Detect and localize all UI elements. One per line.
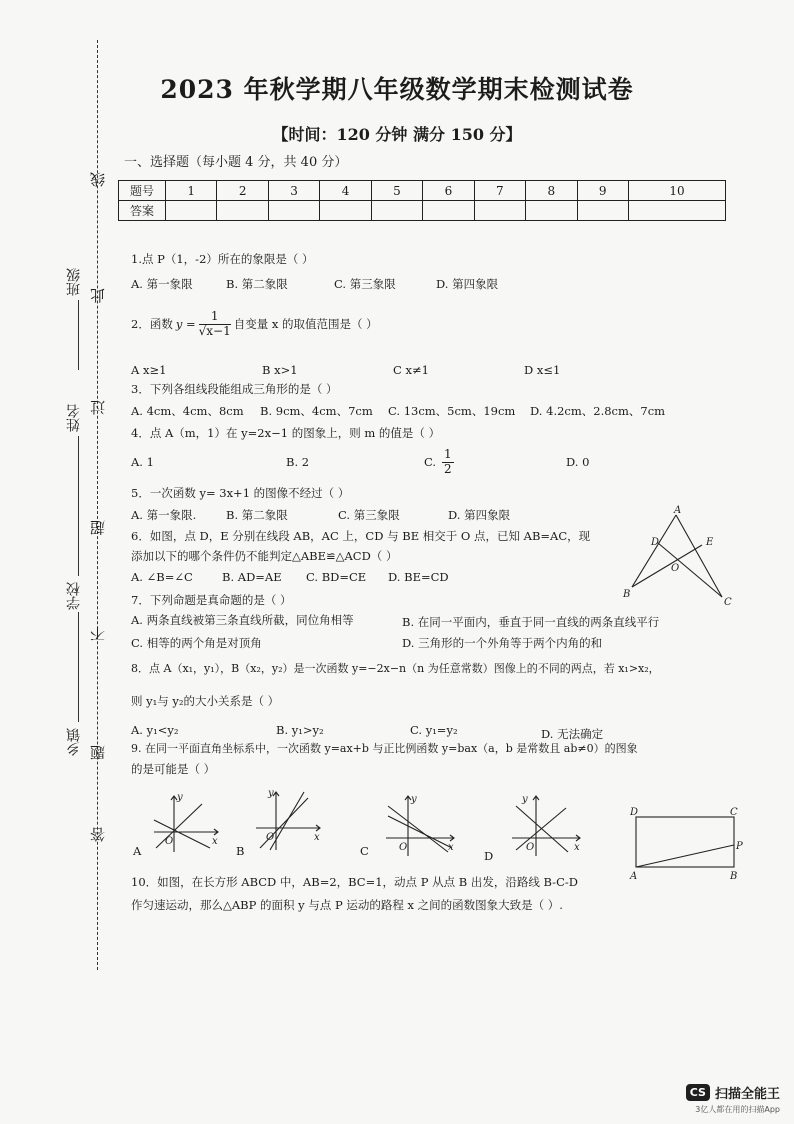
q6-triangle-figure [620,505,735,608]
q5-option-a: A. 第一象限. [131,508,197,522]
q10-label-p: P [736,841,743,852]
q9-c-y-label: y [411,794,417,805]
q2-prefix: 2．函数 [131,316,173,331]
q8-option-c: C. y₁=y₂ [410,723,458,737]
q4-option-c-fraction [442,448,454,477]
binding-word-7: 答 [89,827,107,842]
table-row [119,181,726,201]
q2-y-eq: y = [175,316,196,331]
q3-option-c: C. 13cm、5cm、19cm [388,404,516,418]
q4-option-a: A. 1 [131,455,154,469]
answer-table [118,180,726,221]
table-cell: 4 [320,181,371,201]
binding-word-5: 不 [89,626,107,641]
q4-option-d: D. 0 [566,455,590,469]
answer-cell[interactable] [628,201,725,221]
binding-word-6: 题 [89,745,107,760]
q9-letter-d: D [484,849,494,863]
q4-denominator: 2 [444,461,452,476]
q4-option-c [424,448,454,477]
q3-option-b: B. 9cm、4cm、7cm [260,404,373,418]
table-cell: 1 [166,181,217,201]
q8-option-a: A. y₁<y₂ [131,723,179,737]
q2-suffix: 自变量 x 的取值范围是（ ） [233,316,378,331]
field-name: 姓名 [66,404,82,432]
q9-b-origin: O [266,832,275,843]
q9-stem-line1: 9. 在同一平面直角坐标系中，一次函数 y=ax+b 与正比例函数 y=bax（a，b 是常数且 ab≠0）的图象 [131,742,638,755]
field-name-line [78,436,79,576]
q9-graph-d [508,792,588,857]
q7-option-c: C. 相等的两个角是对顶角 [131,636,262,650]
q2-denominator: √x−1 [198,323,231,338]
binding-word-3: 过 [89,400,107,415]
answer-cell[interactable] [166,201,217,221]
answer-cell[interactable] [320,201,371,221]
q6-label-o: O [671,563,680,574]
table-header-cell: 题号 [119,181,166,201]
q4-numerator: 1 [444,447,452,461]
q6-option-c: C. BD=CE [306,570,367,584]
q5-option-c: C. 第三象限 [338,508,400,522]
field-town: 乡镇 [66,728,82,756]
table-cell: 9 [577,181,628,201]
q9-letter-a: A [133,844,142,858]
q7-option-a: A. 两条直线被第三条直线所截，同位角相等 [131,613,354,627]
q10-stem-line1: 10．如图，在长方形 ABCD 中，AB=2，BC=1，动点 P 从点 B 出发，沿路线 B-C-D [131,875,578,889]
q10-label-a: A [630,871,638,882]
scanner-watermark [686,1082,780,1115]
q5-option-d: D. 第四象限 [448,508,511,522]
q6-label-d: D [651,537,660,548]
q5-stem: 5．一次函数 y= 3x+1 的图像不经过（ ） [131,486,350,500]
q4-stem: 4．点 A（m，1）在 y=2x−1 的图象上，则 m 的值是（ ） [131,426,441,440]
q4-option-c-label: C. [424,454,437,469]
q1-stem: 1.点 P（1，-2）所在的象限是（ ） [131,252,314,266]
table-row [119,201,726,221]
answer-cell[interactable] [474,201,525,221]
q8-stem-line2: 则 y₁与 y₂的大小关系是（ ） [131,694,280,708]
table-cell: 10 [628,181,725,201]
scanner-app-name: 扫描全能王 [714,1087,780,1102]
q1-option-a: A. 第一象限 [131,277,193,291]
q4-option-b: B. 2 [286,455,310,469]
field-school: 学校 [66,582,82,610]
q6-label-c: C [724,597,732,608]
answer-cell[interactable] [423,201,474,221]
table-cell: 7 [474,181,525,201]
binding-word-2: 此 [89,288,107,303]
q5-option-b: B. 第二象限 [226,508,288,522]
q9-a-y-label: y [177,792,183,803]
table-cell: 5 [371,181,422,201]
q3-stem: 3．下列各组线段能组成三角形的是（ ） [131,382,338,396]
q6-stem-line1: 6．如图，点 D，E 分别在线段 AB，AC 上，CD 与 BE 相交于 O 点，已知 AB=AC，现 [131,529,591,543]
scanner-logo: CS [686,1084,710,1101]
q6-label-a: A [674,505,682,516]
q7-option-b: B. 在同一平面内，垂直于同一直线的两条直线平行 [402,615,660,629]
q2-numerator: 1 [199,310,231,325]
q7-option-d: D. 三角形的一个外角等于两个内角的和 [402,636,603,650]
q10-stem-line2: 作匀速运动，那么△ABP 的面积 y 与点 P 运动的路程 x 之间的函数图象大致是（ ）. [131,898,563,912]
q10-rectangle-figure [626,805,746,885]
q9-d-y-label: y [522,794,528,805]
q2-fraction [199,310,231,339]
q2-stem [131,310,378,339]
q6-option-b: B. AD=AE [222,570,282,584]
q1-option-b: B. 第二象限 [226,277,288,291]
q9-c-x-label: x [448,842,454,853]
q6-option-d: D. BE=CD [388,570,449,584]
q1-option-d: D. 第四象限 [436,277,499,291]
q2-option-d: D x≤1 [524,363,561,377]
table-cell: 3 [268,181,319,201]
q9-letter-b: B [236,844,245,858]
field-school-line [78,612,79,722]
q6-label-b: B [623,589,631,600]
answer-cell[interactable] [526,201,577,221]
q9-b-y-label: y [268,788,274,799]
page-title: 2023 年秋学期八年级数学期末检测试卷 [160,75,634,104]
q2-option-a: A x≥1 [131,363,167,377]
q6-option-a: A. ∠B=∠C [131,570,193,584]
table-cell: 2 [217,181,268,201]
answer-cell[interactable] [268,201,319,221]
q10-label-d: D [630,807,639,818]
q9-letter-c: C [360,844,369,858]
q9-a-x-label: x [212,836,218,847]
q8-option-d: D. 无法确定 [541,727,604,741]
answer-cell[interactable] [371,201,422,221]
answer-cell[interactable] [217,201,268,221]
q2-option-c: C x≠1 [393,363,429,377]
section-heading: 一、选择题（每小题 4 分，共 40 分） [124,155,348,170]
q9-stem-line2: 的是可能是（ ） [131,762,216,776]
q2-option-b: B x>1 [262,363,298,377]
binding-word-1: 线 [89,172,107,187]
q9-graph-b [252,788,327,853]
q3-option-d: D. 4.2cm、2.8cm、7cm [530,404,666,418]
binding-word-4: 超 [89,520,107,535]
q9-a-origin: O [165,836,174,847]
scanner-tagline: 3亿人都在用的扫描App [695,1105,780,1114]
answer-cell[interactable] [577,201,628,221]
table-cell: 8 [526,181,577,201]
exam-meta: 【时间：120 分钟 满分 150 分】 [272,125,522,144]
field-class: 班级 [66,268,82,296]
q9-d-origin: O [526,842,535,853]
q8-stem-line1: 8．点 A（x₁，y₁），B（x₂，y₂）是一次函数 y=−2x−n（n 为任意常数）图像上的不同的两点，若 x₁>x₂， [131,662,660,675]
q9-graph-a [150,790,225,855]
q6-stem-line2: 添加以下的哪个条件仍不能判定△ABE≌△ACD（ ） [131,549,398,563]
table-header-cell: 答案 [119,201,166,221]
q10-label-b: B [730,871,738,882]
field-class-line [78,300,79,370]
q9-b-x-label: x [314,832,320,843]
q9-c-origin: O [399,842,408,853]
table-cell: 6 [423,181,474,201]
q6-label-e: E [706,537,714,548]
q8-option-b: B. y₁>y₂ [276,723,324,737]
q7-stem: 7．下列命题是真命题的是（ ） [131,593,292,607]
q10-label-c: C [730,807,738,818]
q1-option-c: C. 第三象限 [334,277,396,291]
q9-graph-c [382,792,462,857]
q3-option-a: A. 4cm、4cm、8cm [131,404,244,418]
q9-d-x-label: x [574,842,580,853]
